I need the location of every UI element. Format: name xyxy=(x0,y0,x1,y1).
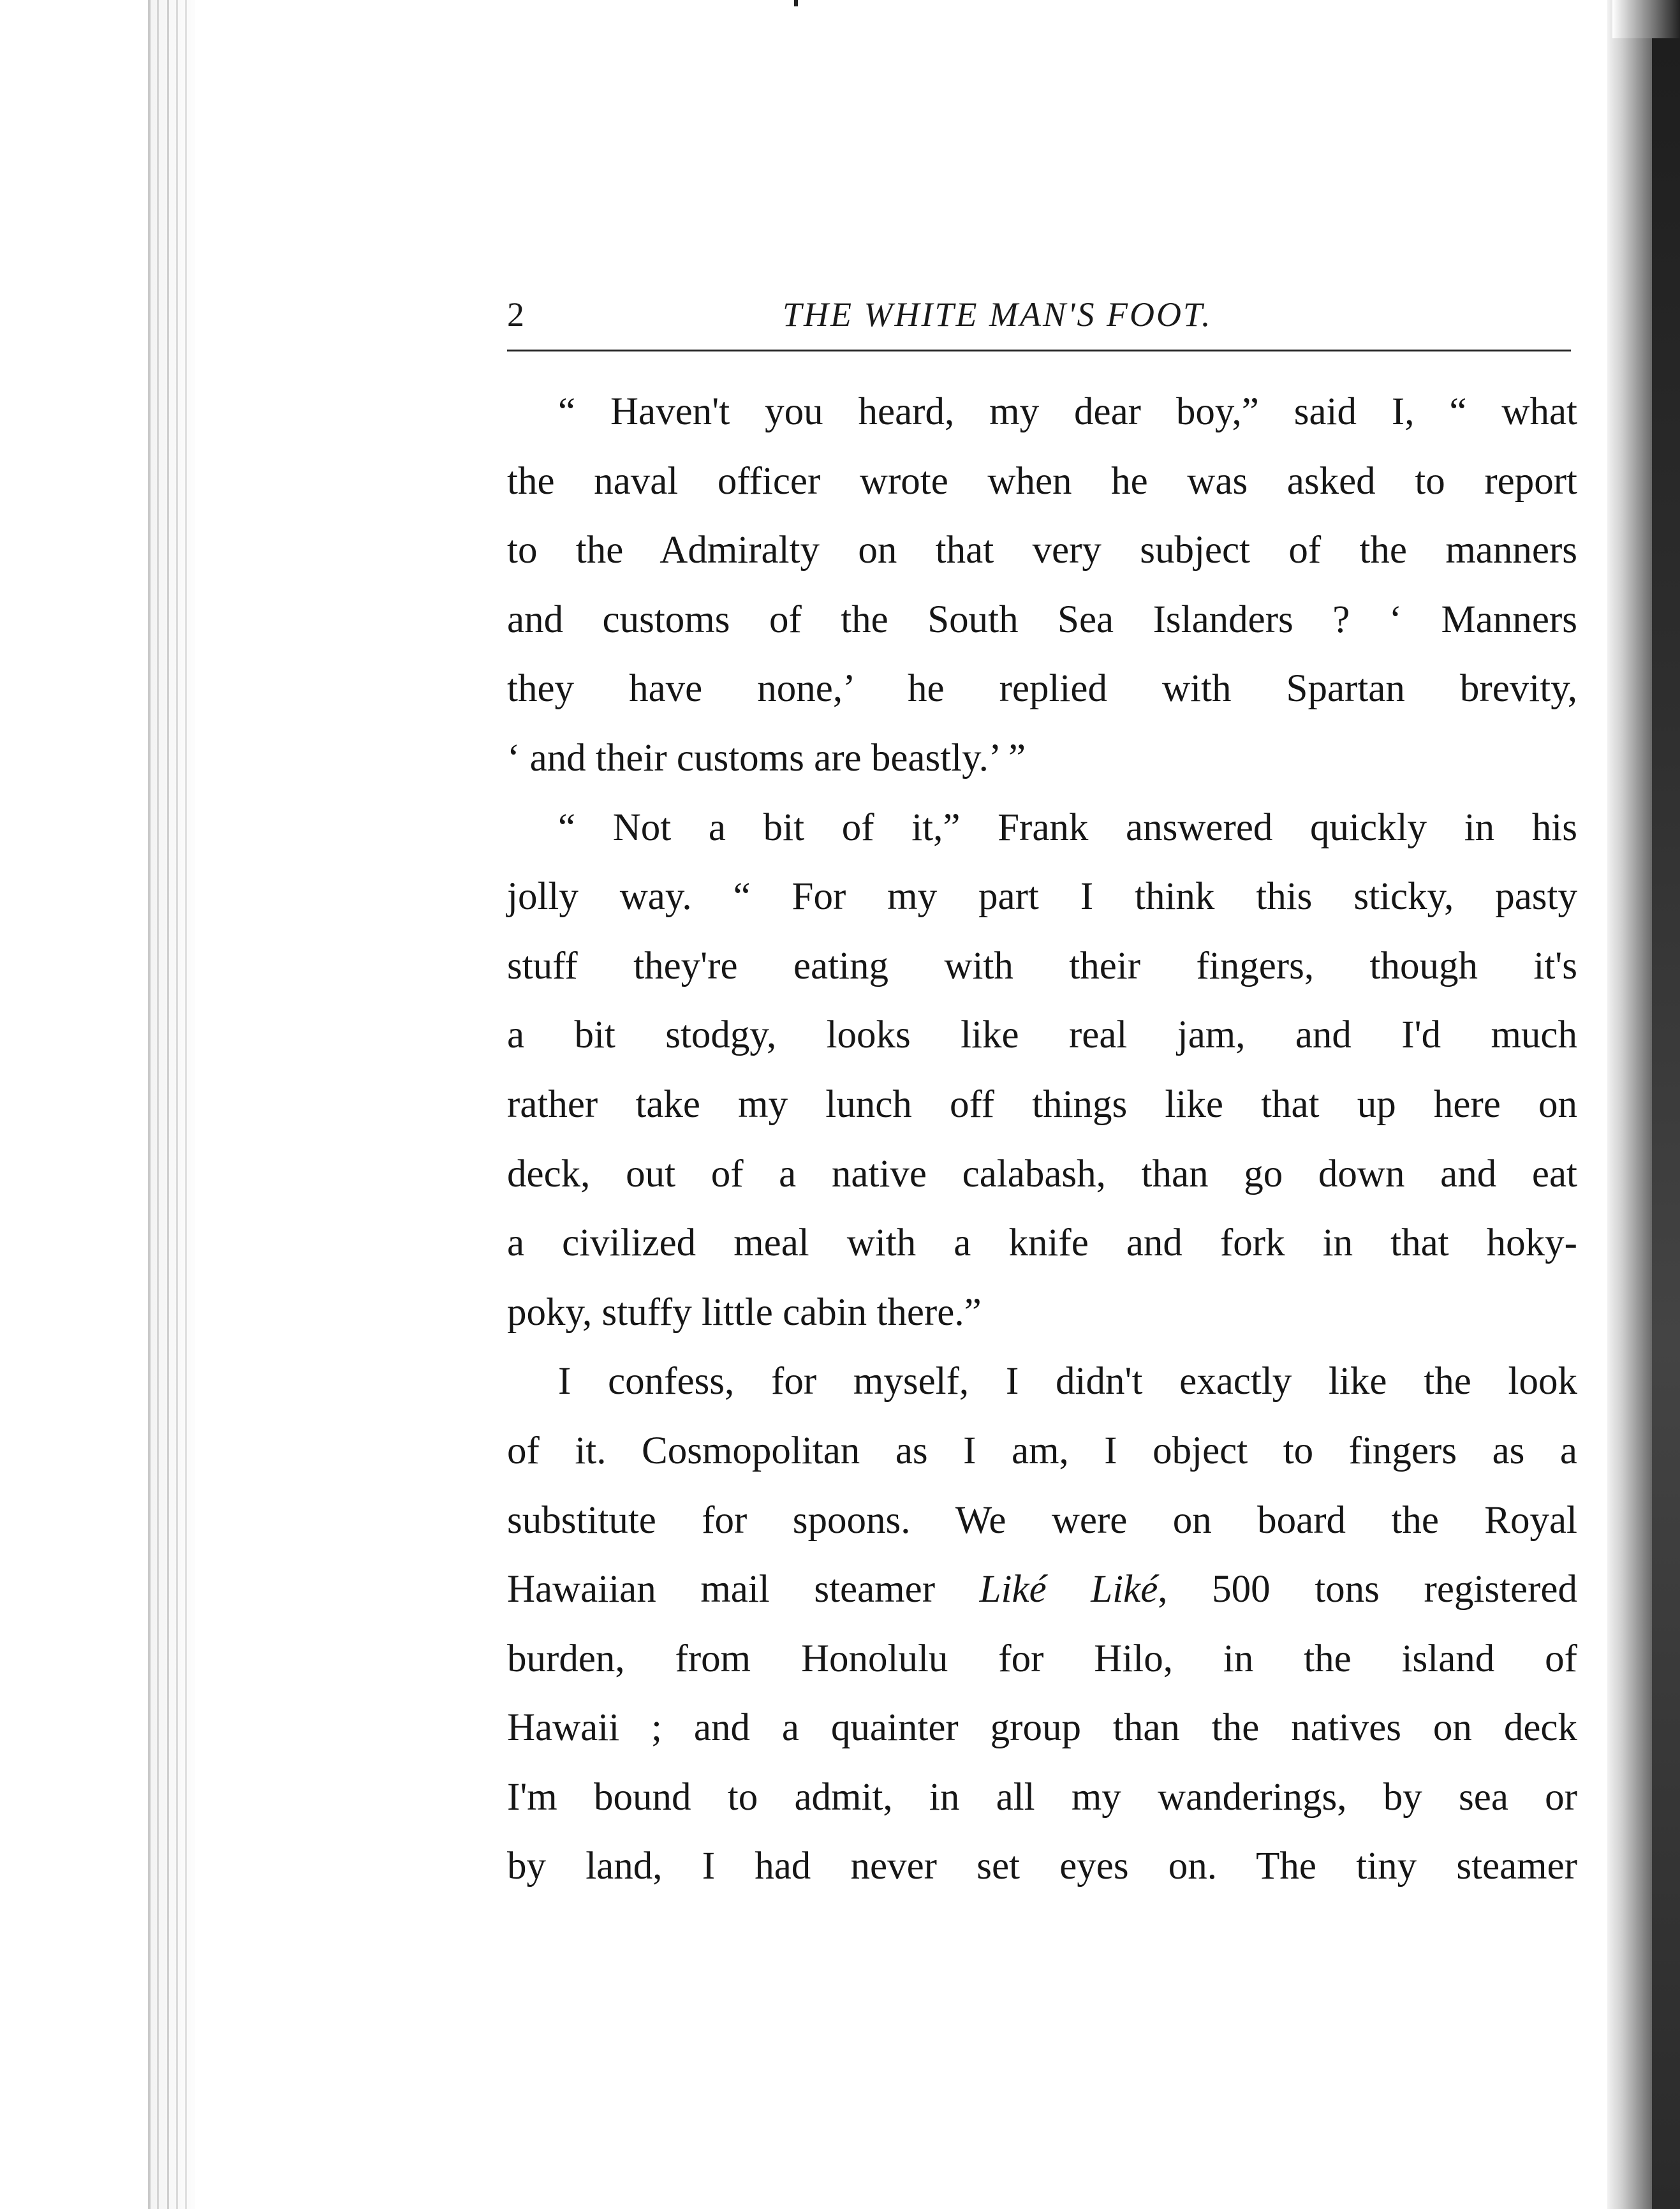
text-line: a civilized meal with a knife and fork in that hoky- xyxy=(507,1222,1577,1265)
text-line: the naval officer wrote when he was asked to report xyxy=(507,459,1577,503)
scan-mark xyxy=(794,0,798,6)
page-number: 2 xyxy=(507,295,524,334)
text-line: deck, out of a native calabash, than go down and eat xyxy=(507,1152,1577,1195)
page-stack-edge xyxy=(185,0,187,2209)
page-stack-edge xyxy=(176,0,178,2209)
ship-name: Liké Liké xyxy=(979,1568,1158,1611)
text-line: “ Not a bit of it,” Frank answered quickly in his xyxy=(558,806,1577,849)
text-line-with-ship-name xyxy=(507,1555,1577,1625)
page-stack-edge xyxy=(167,0,169,2209)
text-line: to the Admiralty on that very subject of the manners xyxy=(507,529,1577,572)
page-stack-edge xyxy=(157,0,159,2209)
running-header xyxy=(507,295,1579,346)
text-line: and customs of the South Sea Islanders ? ‘ Manners xyxy=(507,598,1577,641)
text-line: poky, stuffy little cabin there.” xyxy=(507,1290,982,1334)
running-title: THE WHITE MAN'S FOOT. xyxy=(783,295,1212,334)
text-line: ‘ and their customs are beastly.’ ” xyxy=(507,736,1026,779)
text-line: of it. Cosmopolitan as I am, I object to fingers as a xyxy=(507,1429,1577,1472)
text-line: Hawaii ; and a quainter group than the natives on deck xyxy=(507,1706,1577,1750)
text-line: a bit stodgy, looks like real jam, and I'd much xyxy=(507,1014,1577,1057)
text-line: they have none,’ he replied with Spartan brevity, xyxy=(507,667,1577,711)
text-line: jolly way. “ For my part I think this sticky, pasty xyxy=(507,875,1577,919)
text-line: I confess, for myself, I didn't exactly like the look xyxy=(558,1360,1577,1403)
binding-shadow-top xyxy=(1612,0,1680,38)
binding-dark-band xyxy=(1652,38,1680,2209)
text-line: by land, I had never set eyes on. The tiny steamer xyxy=(507,1845,1577,1888)
text-segment: Hawaiian mail steamer xyxy=(507,1568,980,1611)
text-line: I'm bound to admit, in all my wanderings, by sea or xyxy=(507,1775,1577,1819)
page-stack-edge xyxy=(148,0,151,2209)
text-line: substitute for spoons. We were on board the Royal xyxy=(507,1498,1577,1542)
text-segment: , 500 tons registered xyxy=(1158,1568,1578,1611)
body-text xyxy=(507,378,1577,1902)
text-line: rather take my lunch off things like that up here on xyxy=(507,1082,1577,1126)
header-rule xyxy=(507,350,1571,351)
text-line: “ Haven't you heard, my dear boy,” said I, “ what xyxy=(558,390,1577,433)
text-line: stuff they're eating with their fingers, though it's xyxy=(507,944,1577,987)
text-line: burden, from Honolulu for Hilo, in the island of xyxy=(507,1637,1577,1680)
